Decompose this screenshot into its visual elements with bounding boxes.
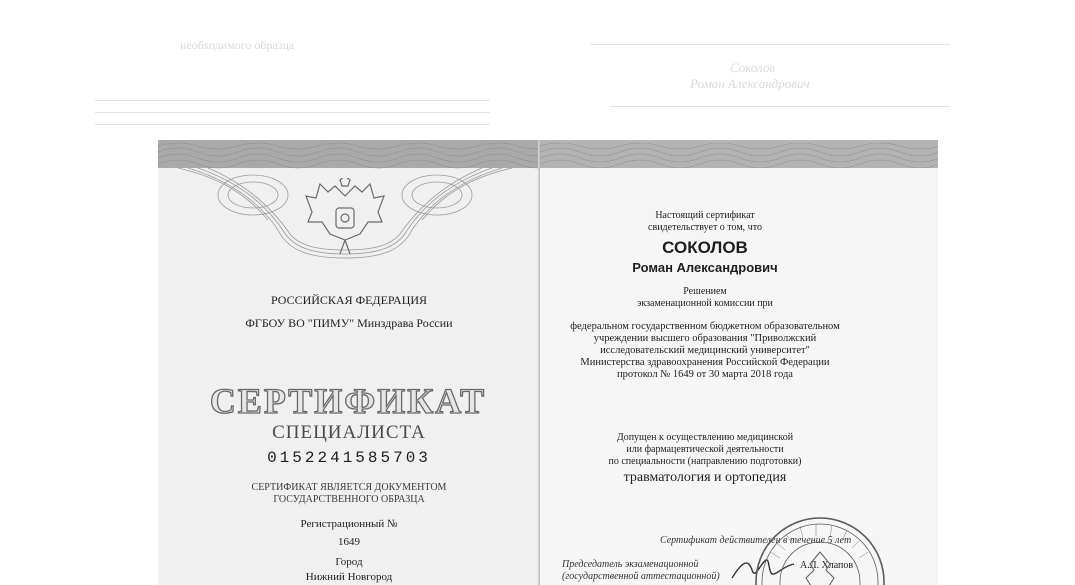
holder-name: Роман Александрович <box>632 260 778 275</box>
organization-label: ФГБОУ ВО "ПИМУ" Минздрава России <box>245 316 453 330</box>
bleed-line <box>95 100 490 101</box>
institution-line1: федеральном государственном бюджетном образовательном <box>570 321 840 332</box>
certificate-left-page <box>158 140 540 585</box>
protocol-line: протокол № 1649 от 30 марта 2018 года <box>617 369 793 380</box>
intro-line1: Настоящий сертификат <box>655 210 755 221</box>
registration-number: 1649 <box>338 536 360 548</box>
decision-line1: Решением <box>683 286 727 297</box>
bleed-line <box>590 44 950 45</box>
coat-of-arms-icon <box>300 178 390 260</box>
bleed-text-top-right-2: Роман Александрович <box>690 76 810 91</box>
official-stamp-icon <box>750 512 890 585</box>
certificate-title: СЕРТИФИКАТ <box>209 381 487 421</box>
guilloche-border-right <box>540 140 938 168</box>
holder-surname: СОКОЛОВ <box>662 238 748 257</box>
certificate-number: 0152241585703 <box>267 449 431 467</box>
certificate-document <box>158 140 938 585</box>
city-value: Нижний Новгород <box>305 571 393 583</box>
intro-line2: свидетельствует о том, что <box>648 222 762 233</box>
chair-line2: (государственной аттестационной) <box>562 571 720 582</box>
admitted-line3: по специальности (направлению подготовки) <box>608 456 802 467</box>
validity-line: Сертификат действителен в течение 5 лет <box>660 535 852 546</box>
bleed-line <box>95 124 490 125</box>
admitted-line2: или фармацевтической деятельности <box>626 444 784 455</box>
certificate-subtitle: СПЕЦИАЛИСТА <box>272 422 426 443</box>
city-label: Город <box>335 556 363 568</box>
institution-line3: исследовательский медицинский университет" <box>600 345 810 356</box>
document-note-line1: СЕРТИФИКАТ ЯВЛЯЕТСЯ ДОКУМЕНТОМ <box>251 482 447 493</box>
bleed-text-top-right-1: Соколов <box>730 60 775 75</box>
country-label: РОССИЙСКАЯ ФЕДЕРАЦИЯ <box>270 293 428 307</box>
document-note-line2: ГОСУДАРСТВЕННОГО ОБРАЗЦА <box>273 494 425 505</box>
bleed-line <box>95 112 490 113</box>
registration-label: Регистрационный № <box>300 518 398 530</box>
institution-line4: Министерства здравоохранения Российской Федерации <box>580 357 830 368</box>
chair-line1: Председатель экзаменационной <box>562 559 699 570</box>
chair-signature-name: А.Л. Хлапов <box>800 560 854 571</box>
admitted-line1: Допущен к осуществлению медицинской <box>616 432 794 443</box>
decision-line2: экзаменационной комиссии при <box>637 298 773 309</box>
bleed-line <box>610 106 950 107</box>
specialty-value: травматология и ортопедия <box>623 470 787 485</box>
institution-line2: учреждении высшего образования "Приволжский <box>593 333 817 344</box>
bleed-text-top-left: необходимого образца <box>180 38 295 52</box>
